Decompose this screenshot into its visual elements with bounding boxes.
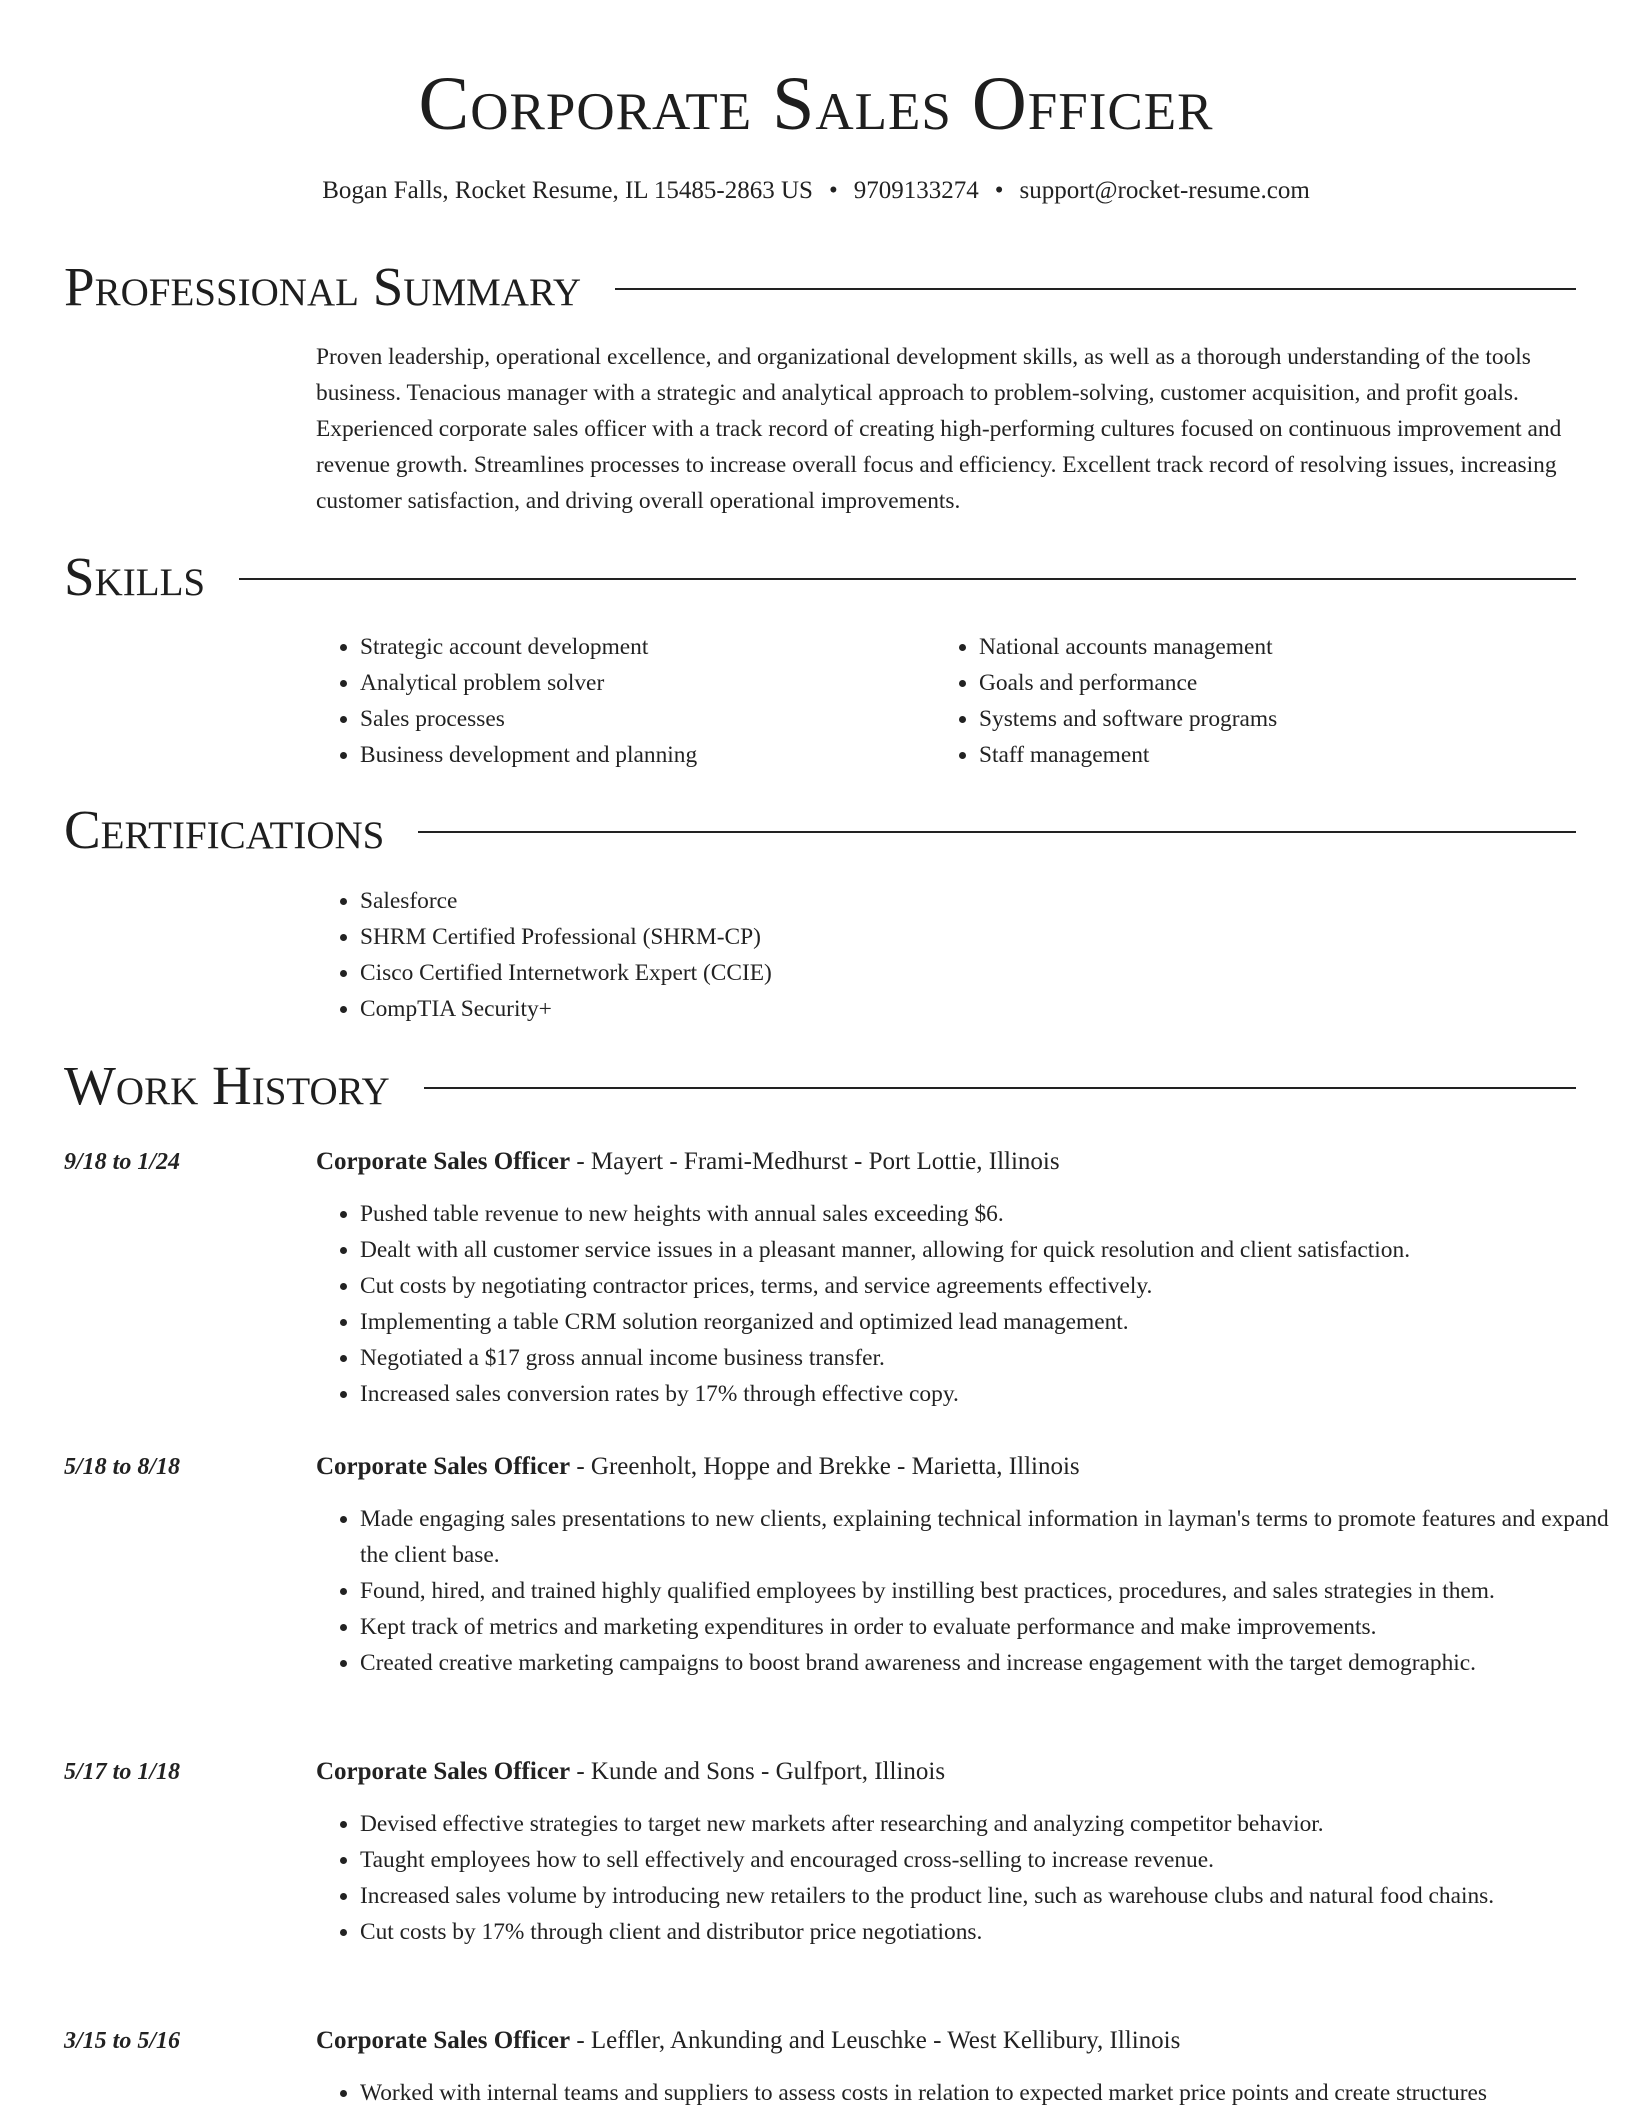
section-heading: Certifications — [64, 799, 385, 860]
section-skills — [64, 543, 1576, 611]
job-title: Corporate Sales Officer — [316, 2027, 571, 2054]
job-bullets — [316, 2075, 1624, 2111]
section-divider — [418, 831, 1576, 833]
certifications-block — [316, 883, 1116, 1027]
skill-item: • Goals and performance — [979, 665, 1495, 701]
job-employer: - Mayert - Frami-Medhurst - Port Lottie, Illinois — [570, 1148, 1060, 1175]
job-bullet: • Increased sales volume by introducing new retailers to the product line, such as warehouse clubs and natural food chains. — [360, 1878, 1624, 1914]
job-bullet: • Created creative marketing campaigns to boost brand awareness and increase engagement with the target demographic. — [360, 1645, 1624, 1681]
contact-line — [0, 174, 1632, 208]
skill-item: • National accounts management — [979, 629, 1495, 665]
skill-item: • Sales processes — [360, 701, 876, 737]
job-title-line — [316, 2023, 1580, 2059]
job-bullet: • Pushed table revenue to new heights with annual sales exceeding $6. — [360, 1196, 1624, 1232]
job-title-line — [316, 1754, 1580, 1790]
job-bullet: • Kept track of metrics and marketing expenditures in order to evaluate performance and make improvements. — [360, 1609, 1624, 1645]
section-heading: Professional Summary — [64, 256, 582, 317]
job-title: Corporate Sales Officer — [316, 1148, 571, 1175]
certifications-list — [316, 883, 1116, 1027]
section-divider — [239, 578, 1576, 580]
section-certifications — [64, 796, 1576, 864]
job-bullet: • Cut costs by negotiating contractor prices, terms, and service agreements effectively. — [360, 1268, 1624, 1304]
certification-item: • CompTIA Security+ — [360, 991, 1116, 1027]
skill-item: • Staff management — [979, 737, 1495, 773]
skills-left-column — [316, 629, 876, 773]
skill-item: • Systems and software programs — [979, 701, 1495, 737]
job-bullet: • Devised effective strategies to target new markets after researching and analyzing competitor behavior. — [360, 1806, 1624, 1842]
job-bullet: • Implementing a table CRM solution reorganized and optimized lead management. — [360, 1304, 1624, 1340]
job-title: Corporate Sales Officer — [316, 1453, 571, 1480]
skills-list-right — [935, 629, 1495, 773]
job-title: Corporate Sales Officer — [316, 1758, 571, 1785]
job-bullet: • Dealt with all customer service issues in a pleasant manner, allowing for quick resolution and client satisfaction. — [360, 1232, 1624, 1268]
resume-name: Corporate Sales Officer — [418, 62, 1214, 146]
job-bullet: • Taught employees how to sell effectively and encouraged cross-selling to increase revenue. — [360, 1842, 1624, 1878]
job-bullet: • Cut costs by 17% through client and distributor price negotiations. — [360, 1914, 1624, 1950]
skill-item: • Strategic account development — [360, 629, 876, 665]
job-bullets — [316, 1196, 1624, 1412]
job-bullet: • Made engaging sales presentations to new clients, explaining technical information in layman's terms to promote features and expand the client base. — [360, 1501, 1624, 1573]
section-professional-summary — [64, 253, 1576, 321]
job-bullet: • Increased sales conversion rates by 17% through effective copy. — [360, 1376, 1624, 1412]
job-dates: 3/15 to 5/16 — [64, 2028, 181, 2054]
job-employer: - Leffler, Ankunding and Leuschke - West Kellibury, Illinois — [570, 2027, 1181, 2054]
contact-phone: 9709133274 — [853, 177, 979, 204]
section-work-history — [64, 1052, 1576, 1120]
job-title-line — [316, 1144, 1580, 1180]
certification-item: • Salesforce — [360, 883, 1116, 919]
job-bullets — [316, 1501, 1624, 1681]
contact-separator: • — [828, 177, 838, 204]
skills-right-column — [935, 629, 1495, 773]
skills-list-left — [316, 629, 876, 773]
job-bullet: • Negotiated a $17 gross annual income business transfer. — [360, 1340, 1624, 1376]
job-employer: - Kunde and Sons - Gulfport, Illinois — [570, 1758, 946, 1785]
job-title-line — [316, 1449, 1580, 1485]
section-divider — [424, 1087, 1576, 1089]
job-bullet: • Found, hired, and trained highly qualified employees by instilling best practices, procedures, and sales strategies in them. — [360, 1573, 1624, 1609]
job-dates: 5/18 to 8/18 — [64, 1454, 181, 1480]
certification-item: • Cisco Certified Internetwork Expert (CCIE) — [360, 955, 1116, 991]
summary-text: Proven leadership, operational excellence, and organizational development skills, as well as a thorough understanding of the tools business. Tenacious manager with a strategic and analytical approach to problem-solving, customer acquisition, and profit goals. Experienced corporate sales officer with a track record of creating high-performing cultures focused on continuous improvement and revenue growth. Streamlines processes to increase overall focus and efficiency. Excellent track record of resolving issues, increasing customer satisfaction, and driving overall operational improvements. — [316, 344, 1562, 514]
skill-item: • Business development and planning — [360, 737, 876, 773]
job-dates: 9/18 to 1/24 — [64, 1149, 181, 1175]
contact-address: Bogan Falls, Rocket Resume, IL 15485-2863 US — [322, 177, 813, 204]
job-dates: 5/17 to 1/18 — [64, 1759, 181, 1785]
section-heading: Skills — [64, 546, 206, 607]
section-heading: Work History — [64, 1055, 390, 1116]
certification-item: • SHRM Certified Professional (SHRM-CP) — [360, 919, 1116, 955]
job-bullet: • Worked with internal teams and suppliers to assess costs in relation to expected market price points and create structures — [360, 2075, 1624, 2111]
skill-item: • Analytical problem solver — [360, 665, 876, 701]
section-divider — [615, 288, 1576, 290]
contact-separator: • — [994, 177, 1004, 204]
contact-email: support@rocket-resume.com — [1019, 177, 1310, 204]
job-employer: - Greenholt, Hoppe and Brekke - Marietta, Illinois — [570, 1453, 1080, 1480]
job-bullets — [316, 1806, 1624, 1950]
